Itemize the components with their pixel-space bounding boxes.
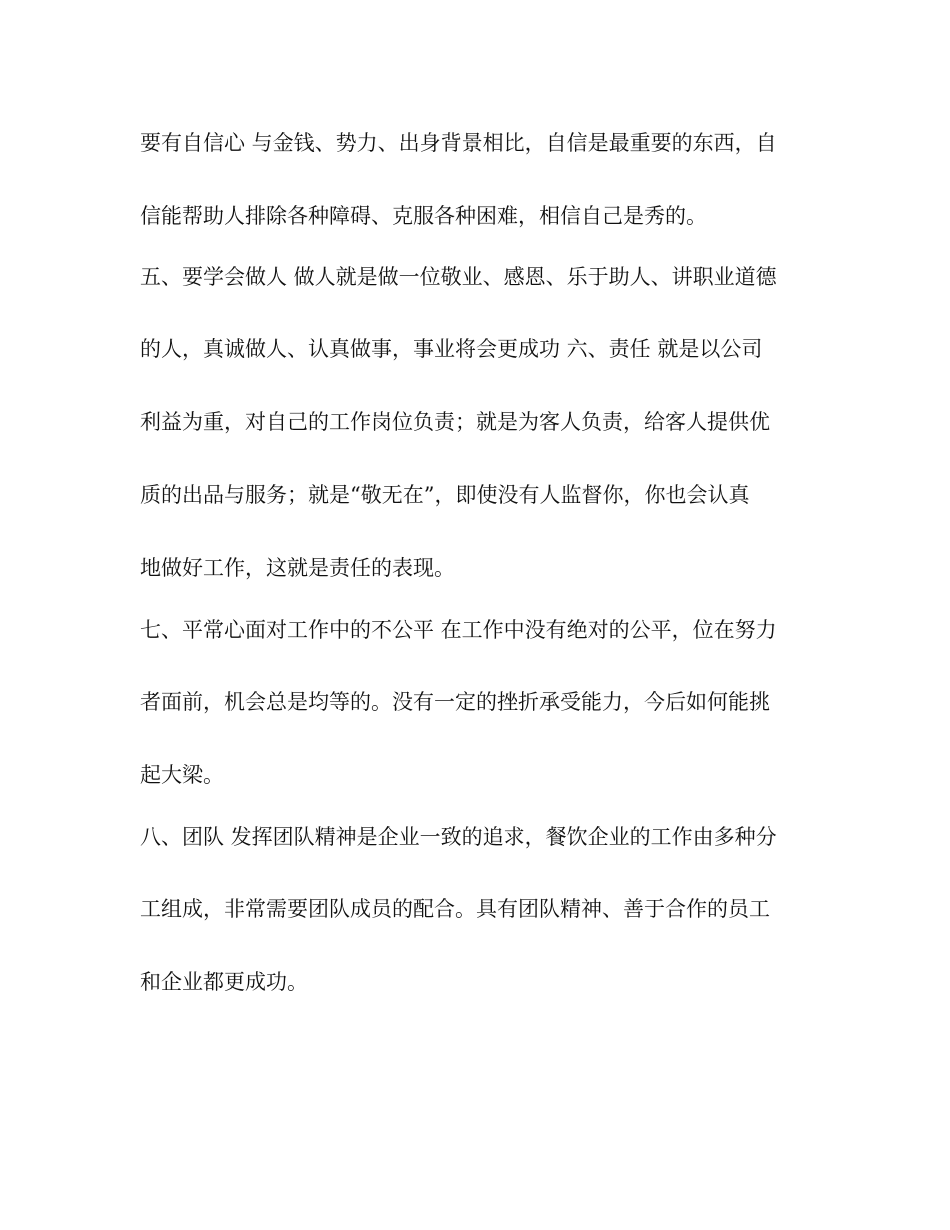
- text-line: 信能帮助人排除各种障碍、克服各种困难，相信自己是秀的。: [140, 204, 707, 228]
- text-line: 质的出品与服务；就是“敬无在”，即使没有人监督你，你也会认真: [140, 483, 750, 507]
- text-line: 七、平常心面对工作中的不公平 在工作中没有绝对的公平，位在努力: [140, 618, 777, 642]
- text-line: 八、团队 发挥团队精神是企业一致的追求，餐饮企业的工作由多种分: [140, 825, 777, 849]
- text-line: 工组成，非常需要团队成员的配合。具有团队精神、善于合作的员工: [140, 897, 770, 921]
- text-line: 利益为重，对自己的工作岗位负责；就是为客人负责，给客人提供优: [140, 410, 770, 434]
- text-line: 地做好工作，这就是责任的表现。: [140, 556, 455, 580]
- text-line: 的人，真诚做人、认真做事，事业将会更成功 六、责任 就是以公司: [140, 337, 763, 361]
- text-line: 起大梁。: [140, 763, 224, 787]
- text-line: 五、要学会做人 做人就是做一位敬业、感恩、乐于助人、讲职业道德: [140, 265, 777, 289]
- text-line: 要有自信心 与金钱、势力、出身背景相比，自信是最重要的东西，自: [140, 131, 777, 155]
- text-line: 和企业都更成功。: [140, 970, 308, 994]
- text-line: 者面前，机会总是均等的。没有一定的挫折承受能力，今后如何能挑: [140, 690, 770, 714]
